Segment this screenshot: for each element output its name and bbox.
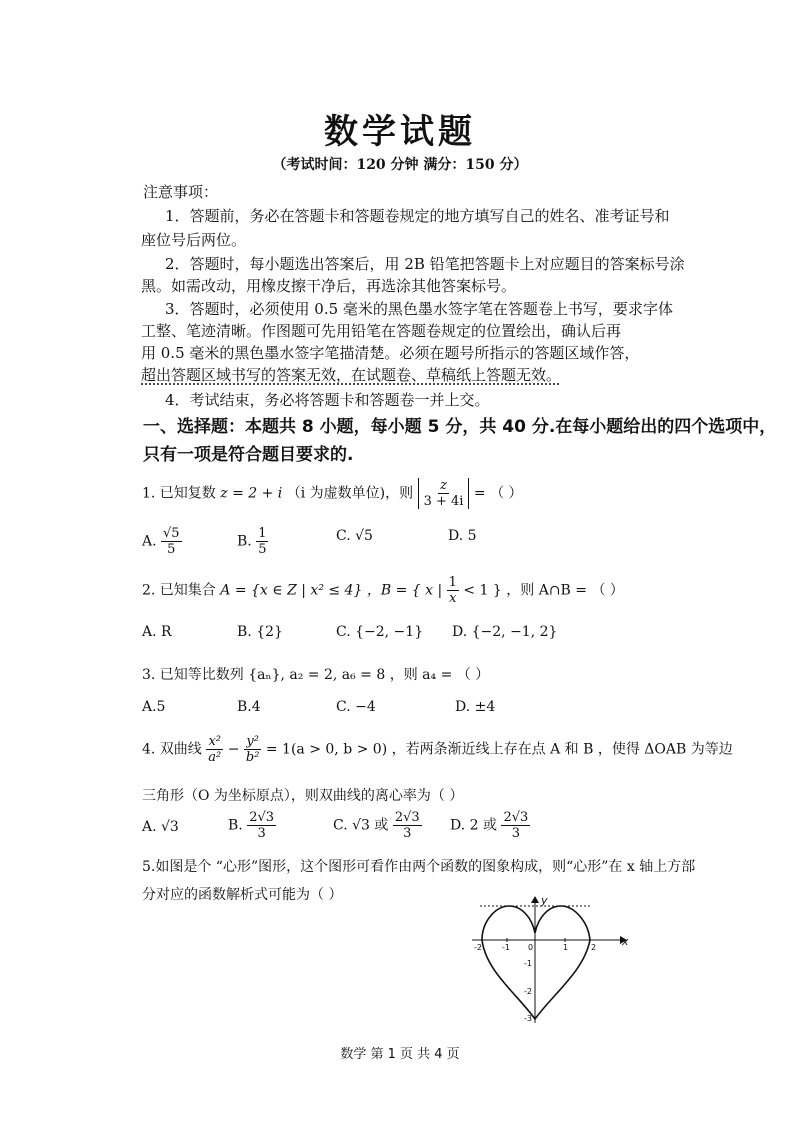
heart-graph <box>470 895 630 1025</box>
option-text: D. 2 或 <box>450 817 497 834</box>
question-5-stem: 5.如图是个 “心形”图形，这个图形可看作由两个函数的图象构成，则“心形”在 x 轴上方部 <box>142 859 696 875</box>
frac-num: y² <box>246 734 259 749</box>
section-heading-cont: 只有一项是符合题目要求的. <box>143 445 354 465</box>
q4-option-c <box>333 810 422 841</box>
q2-fraction <box>447 575 459 606</box>
option-label: A. <box>142 533 157 550</box>
y-axis-label: y <box>541 895 548 907</box>
q2-text: 2. 已知集合 <box>142 582 216 599</box>
q1-text: = （ ） <box>473 485 523 502</box>
x-tick-label: -1 <box>502 943 510 952</box>
frac-den: 5 <box>167 542 176 557</box>
notice-line: 黑。如需改动，用橡皮擦干净后，再选涂其他答案标号。 <box>141 277 517 295</box>
heart-lower-curve <box>482 940 590 1019</box>
question-2-stem <box>142 575 624 606</box>
x-tick-label: -2 <box>474 943 482 952</box>
frac-num: √5 <box>163 526 180 541</box>
notice-line: 1．答题前，务必在答题卡和答题卷规定的地方填写自己的姓名、准考证号和 <box>165 207 670 225</box>
q4-fraction-y <box>244 734 262 765</box>
question-1-stem <box>142 478 523 509</box>
q3-option-c: C. −4 <box>336 699 376 715</box>
q2-option-b: B. {2} <box>237 624 283 640</box>
q1-option-b-fraction <box>256 526 268 557</box>
frac-den: 3 <box>257 826 266 841</box>
q4-minus: − <box>227 741 240 758</box>
frac-num: 1 <box>448 575 457 590</box>
frac-num: 2√3 <box>503 810 529 825</box>
frac-den: 3 <box>403 826 412 841</box>
q2-option-a: A. R <box>142 624 172 640</box>
frac-den: a² <box>208 750 222 765</box>
question-5-stem-cont: 分对应的函数解析式可能为（ ） <box>142 887 343 903</box>
heart-upper-curve <box>482 906 590 940</box>
frac-den: 3 <box>511 826 520 841</box>
q1-option-b <box>237 526 268 557</box>
notice-line: 3．答题时，必须使用 0.5 毫米的黑色墨水签字笔在答题卷上书写，要求字体 <box>165 300 673 318</box>
q1-frac-den: 3 + 4i <box>423 494 464 509</box>
q2-text: ，则 A∩B = （ ） <box>506 582 624 599</box>
q1-text: 1. 已知复数 <box>142 485 216 502</box>
q1-frac-num: z <box>440 478 447 493</box>
q1-option-a <box>142 526 182 557</box>
q4-option-d-fraction <box>501 810 530 841</box>
frac-den: x <box>449 591 457 606</box>
notice-line: 座位号后两位。 <box>141 231 247 249</box>
question-4-stem-cont: 三角形（O 为坐标原点），则双曲线的离心率为（ ） <box>142 788 464 804</box>
notice-line: 工整、笔迹清晰。作图题可先用铅笔在答题卷规定的位置绘出，确认后再 <box>141 322 622 340</box>
x-tick-label: 2 <box>591 943 597 952</box>
q1-option-c: C. √5 <box>336 528 373 544</box>
x-axis-label: x <box>622 935 629 948</box>
q3-option-a: A.5 <box>142 699 166 715</box>
notice-line: 4．考试结束，务必将答题卡和答题卷一并上交。 <box>165 391 490 409</box>
notice-title: 注意事项： <box>143 183 219 201</box>
q1-option-d: D. 5 <box>448 528 477 544</box>
q4-option-a: A. √3 <box>142 819 179 835</box>
page-footer: 数学 第 1 页 共 4 页 <box>340 1047 460 1062</box>
q4-text: = 1(a > 0, b > 0) ，若两条渐近线上存在点 A 和 B ，使得 ΔOAB 为等边 <box>265 741 733 758</box>
q2-set-a: A = {x ∈ Z | x² ≤ 4} <box>220 582 363 599</box>
q3-option-b: B.4 <box>237 699 261 715</box>
notice-line: 2．答题时，每小题选出答案后，用 2B 铅笔把答题卡上对应题目的答案标号涂 <box>165 255 685 273</box>
q1-option-a-fraction <box>161 526 182 557</box>
q3-option-d: D. ±4 <box>455 699 496 715</box>
frac-num: 2√3 <box>394 810 420 825</box>
q1-fraction <box>422 478 466 509</box>
notice-line: 超出答题区域书写的答案无效，在试题卷、草稿纸上答题无效。 <box>141 366 562 384</box>
y-tick-label: -3 <box>524 1014 532 1023</box>
q1-text: （i 为虚数单位)，则 <box>286 485 414 502</box>
notice-line: 用 0.5 毫米的黑色墨水签字笔描清楚。必须在题号所指示的答题区域作答， <box>141 344 640 362</box>
q1-expr: z = 2 + i <box>220 485 283 502</box>
q2-option-d: D. {−2, −1, 2} <box>452 624 558 640</box>
option-text: C. √3 或 <box>333 817 389 834</box>
origin-label: 0 <box>528 943 534 952</box>
section-heading: 一、选择题：本题共 8 小题，每小题 5 分，共 40 分.在每小题给出的四个选项中， <box>143 417 777 437</box>
heart-curve <box>482 906 590 1019</box>
y-axis-arrow-icon <box>531 896 539 903</box>
frac-den: 5 <box>258 542 267 557</box>
q2-option-c: C. {−2, −1} <box>336 624 424 640</box>
frac-num: 2√3 <box>249 810 275 825</box>
question-4-stem <box>142 734 733 765</box>
q4-fraction-x <box>206 734 223 765</box>
q4-option-b-fraction <box>247 810 276 841</box>
frac-num: 1 <box>258 526 267 541</box>
q4-option-c-fraction <box>393 810 422 841</box>
q4-text: 4. 双曲线 <box>142 741 202 758</box>
option-label: B. <box>237 533 252 550</box>
q4-option-b <box>228 810 276 841</box>
q4-option-d <box>450 810 530 841</box>
exam-info: （考试时间：120 分钟 满分：150 分） <box>272 157 528 173</box>
frac-den: b² <box>245 750 260 765</box>
q1-abs-value <box>418 478 470 509</box>
y-tick-label: -1 <box>524 959 532 968</box>
question-3-stem: 3. 已知等比数列 {aₙ}, a₂ = 2, a₆ = 8 ，则 a₄ = （ ） <box>142 667 490 683</box>
q2-set-b-post: < 1 } <box>463 582 502 599</box>
page-title: 数学试题 <box>324 112 476 152</box>
q2-set-b-pre: ，B = { x | <box>366 582 443 599</box>
frac-num: x² <box>208 734 222 749</box>
y-tick-label: -2 <box>524 987 532 996</box>
x-tick-label: 1 <box>563 943 569 952</box>
option-label: B. <box>228 817 243 834</box>
heart-graph-axes <box>472 896 627 1023</box>
